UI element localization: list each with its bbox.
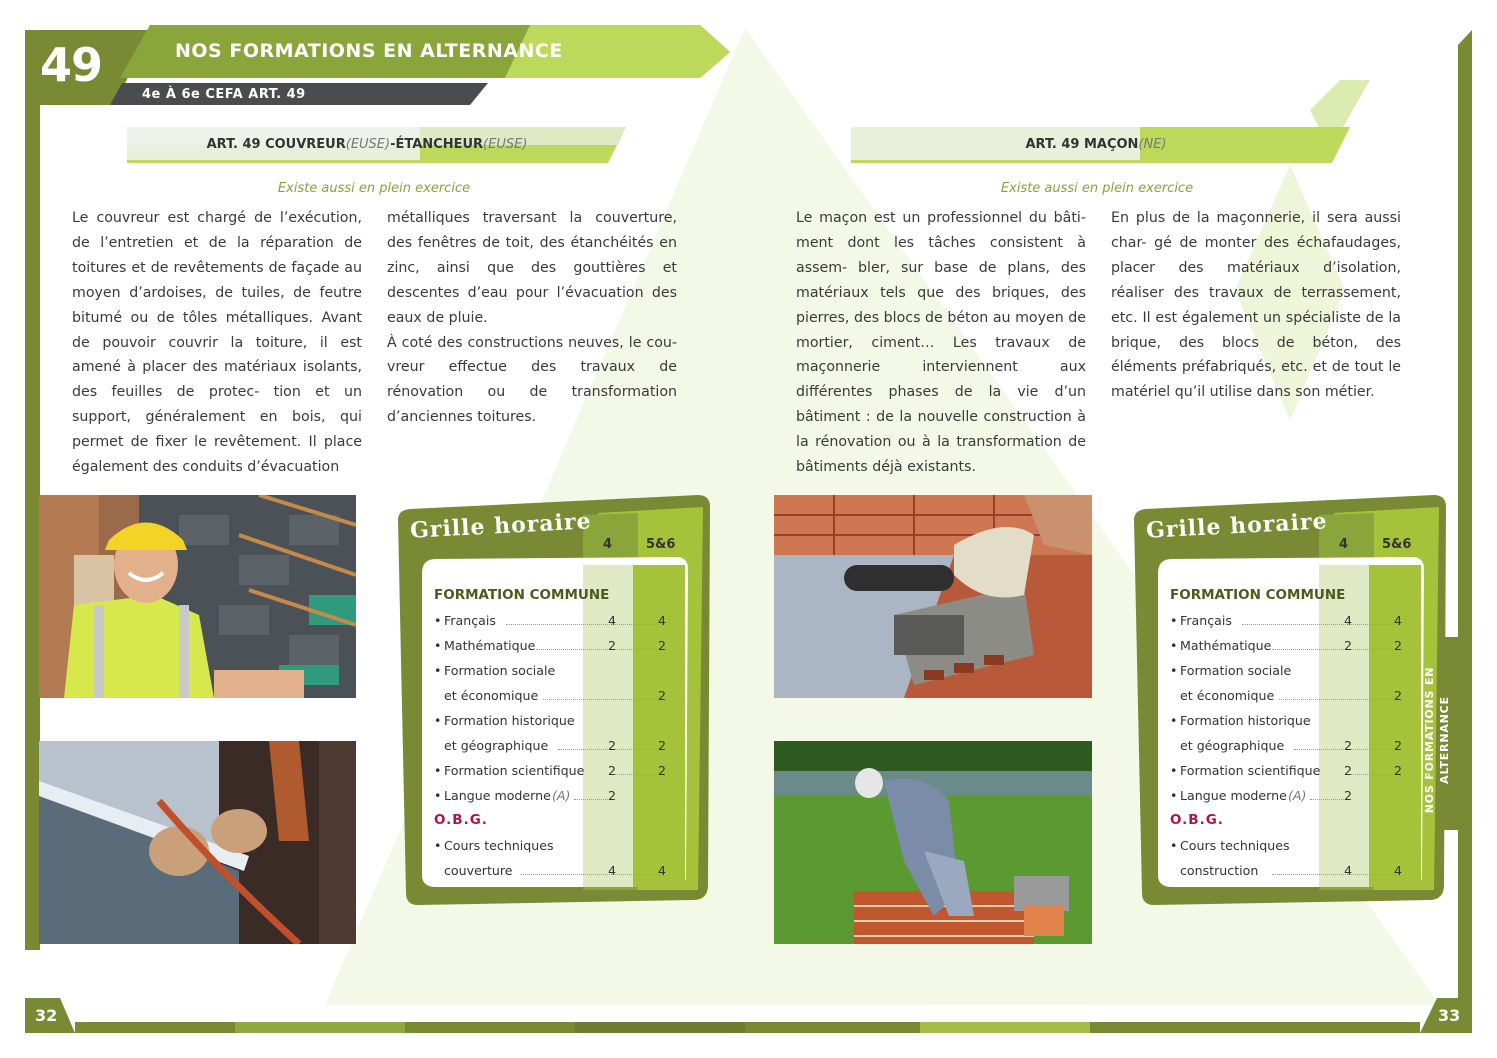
grille-row-label: Langue moderne [444,788,551,803]
grille-row [434,683,674,708]
bullet-icon: • [434,638,442,653]
grille-row [434,608,674,633]
grille-row-label: et géographique [1180,738,1285,753]
grille-value-4: 4 [1343,863,1352,878]
paragraph-2: À coté des constructions neuves, le cou- vreur effectue des travaux de rénovation ou de transformation d’anciennes toitures. [387,334,677,426]
grille-row-label: Formation sociale [1180,663,1292,678]
bullet-icon: • [1170,788,1178,803]
grille-row [1170,608,1410,633]
grille-row [1170,733,1410,758]
grille-header-4-right: 4 [1339,537,1349,552]
grille-value-4: 4 [1343,613,1352,628]
bullet-icon: • [1170,713,1178,728]
side-tab-label: NOS FORMATIONS EN ALTERNANCE [1423,666,1451,814]
leader-dots [1310,799,1344,800]
grille-value-4: 2 [1343,738,1352,753]
grille-value-56: 2 [1393,738,1402,753]
leader-dots [506,624,658,625]
grille-value-4: 4 [607,613,616,628]
grille-row [1170,783,1410,808]
grille-value-56: 2 [1393,763,1402,778]
bullet-icon: • [434,763,442,778]
grille-row-label: construction [1180,863,1259,878]
grille-rows-left [434,583,674,883]
text-column-left-2 [387,206,677,430]
grille-row [1170,658,1410,683]
leader-dots [543,699,658,700]
grille-row-label: Formation historique [444,713,575,728]
bullet-icon: • [1170,613,1178,628]
grille-row [434,633,674,658]
grille-row-label: Formation sociale [444,663,556,678]
grille-header-56-left: 5&6 [646,537,676,552]
grille-value-4: 2 [607,763,616,778]
grille-row [1170,683,1410,708]
grille-rows-right [1170,583,1410,883]
leader-dots [521,874,658,875]
grille-value-56: 2 [657,638,666,653]
grille-value-56: 2 [657,763,666,778]
grille-row [434,758,674,783]
grille-title-right: Grille horaire [1145,508,1329,544]
grille-value-56: 2 [657,688,666,703]
existe-note-left: Existe aussi en plein exercice [277,181,471,196]
grille-row [1170,633,1410,658]
page-number-left: 32 [35,1006,58,1025]
roofer-woman-photo-icon [39,495,356,698]
bullet-icon: • [1170,663,1178,678]
grille-row [1170,758,1410,783]
leader-dots [574,799,608,800]
grille-row-label-italic: (A) [552,788,571,803]
grille-value-4: 4 [607,863,616,878]
grille-title-left: Grille horaire [409,508,593,544]
grille-row [434,858,674,883]
section-title-prefix: ART. 49 MAÇON [1025,136,1139,152]
grille-value-4: 2 [1343,788,1352,803]
leader-dots [1272,649,1394,650]
grille-row [1170,708,1410,733]
grille-value-4: 2 [607,738,616,753]
grille-row-label: Formation scientifique [1180,763,1321,778]
text-column-left-1: Le couvreur est chargé de l’exécution, de l’entretien et de la réparation de toitures et de revêtements de façade au moyen d’ardoises, de tuiles, de feutre bitumé ou de tôles métalliques. Avant de pouvoir couvrir la toiture, il est amené à placer des matériaux isolants, des feuilles de protec- tion et un support, généralement en bois, qui permet de fixer le revêtement. Il place également des conduits d’évacuation [72,210,362,476]
leader-dots [1242,624,1394,625]
grille-header-56-right: 5&6 [1382,537,1412,552]
bullet-icon: • [434,838,442,853]
brick-glue-roller-photo-icon [774,495,1092,698]
leader-dots [1272,874,1394,875]
section-title-couvreur [127,127,607,161]
grille-row-label: Français [444,613,496,628]
section-title-prefix: ART. 49 COUVREUR [206,136,346,152]
header-title: NOS FORMATIONS EN ALTERNANCE [175,40,563,62]
grille-row-label: couverture [444,863,513,878]
grille-value-56: 2 [1393,638,1402,653]
grille-row-label: et économique [444,688,539,703]
bullet-icon: • [1170,838,1178,853]
section-title-italic-2: (EUSE) [483,136,528,152]
obg-heading: O.B.G. [434,812,488,828]
grille-value-56: 2 [1393,688,1402,703]
grille-value-4: 2 [607,788,616,803]
section-title-italic-1: (NE) [1138,136,1167,152]
grille-horaire-right [1134,495,1459,915]
grille-row [434,783,674,808]
bullet-icon: • [1170,638,1178,653]
bullet-icon: • [434,713,442,728]
bullet-icon: • [434,788,442,803]
chapter-number: 49 [40,38,103,92]
mason-laying-bricks-photo-icon [774,741,1092,944]
grille-row-label: Formation historique [1180,713,1311,728]
grille-row [1170,858,1410,883]
grille-row-label-italic: (A) [1288,788,1307,803]
grille-row-label: Formation scientifique [444,763,585,778]
formation-commune-heading: FORMATION COMMUNE [434,587,610,603]
text-column-right-2: En plus de la maçonnerie, il sera aussi char- gé de monter des échafaudages, placer des matériaux d’isolation, réaliser des travaux de terrassement, etc. Il est également un spécialiste de la brique, des blocs de béton, des éléments préfabriqués, etc. et de tout le matériel qu’il utilise dans son métier. [1111,210,1401,401]
bullet-icon: • [434,613,442,628]
grille-value-56: 4 [657,613,666,628]
grille-value-56: 2 [657,738,666,753]
grille-value-4: 2 [607,638,616,653]
text-column-right-1: Le maçon est un professionnel du bâti- ment dont les tâches consistent à assem- bler, sur base de plans, des matériaux tels que des briques, des pierres, des blocs de béton au moyen de mortier, ciment… Les travaux de maçonnerie interviennent aux différentes phases de la vie d’un bâtiment : de la nouvelle construction à la rénovation ou à la transformation de bâtiments déjà existants. [796,210,1086,476]
gutter-work-photo-icon [39,741,356,944]
grille-row-label: Mathématique [1180,638,1272,653]
bullet-icon: • [1170,763,1178,778]
grille-value-4: 2 [1343,638,1352,653]
paragraph-1: métalliques traversant la couverture, des fenêtres de toit, des étanchéités en zinc, ainsi que des gouttières et descentes d’eau pour l’évacuation des eaux de pluie. [387,210,677,326]
grille-row [1170,833,1410,858]
grille-value-56: 4 [657,863,666,878]
grille-row-label: et géographique [444,738,549,753]
grille-row-label: Mathématique [444,638,536,653]
grille-horaire-left [398,495,723,915]
section-title-mid: -ÉTANCHEUR [390,136,484,152]
grille-row-label: Cours techniques [444,838,554,853]
grille-row [434,658,674,683]
grille-row [434,708,674,733]
grille-value-56: 4 [1393,613,1402,628]
leader-dots [536,649,658,650]
grille-row-label: et économique [1180,688,1275,703]
grille-row-label: Français [1180,613,1232,628]
grille-value-56: 4 [1393,863,1402,878]
grille-row-label: Langue moderne [1180,788,1287,803]
section-title-macon [851,127,1341,161]
grille-row [434,833,674,858]
page-number-right: 33 [1438,1006,1461,1025]
grille-row-label: Cours techniques [1180,838,1290,853]
grille-row [434,733,674,758]
bullet-icon: • [434,663,442,678]
header-subtitle: 4e À 6e CEFA ART. 49 [142,87,306,102]
obg-heading: O.B.G. [1170,812,1224,828]
formation-commune-heading: FORMATION COMMUNE [1170,587,1346,603]
leader-dots [1279,699,1394,700]
existe-note-right: Existe aussi en plein exercice [1000,181,1194,196]
section-title-italic-1: (EUSE) [345,136,391,152]
grille-value-4: 2 [1343,763,1352,778]
grille-header-4-left: 4 [603,537,613,552]
